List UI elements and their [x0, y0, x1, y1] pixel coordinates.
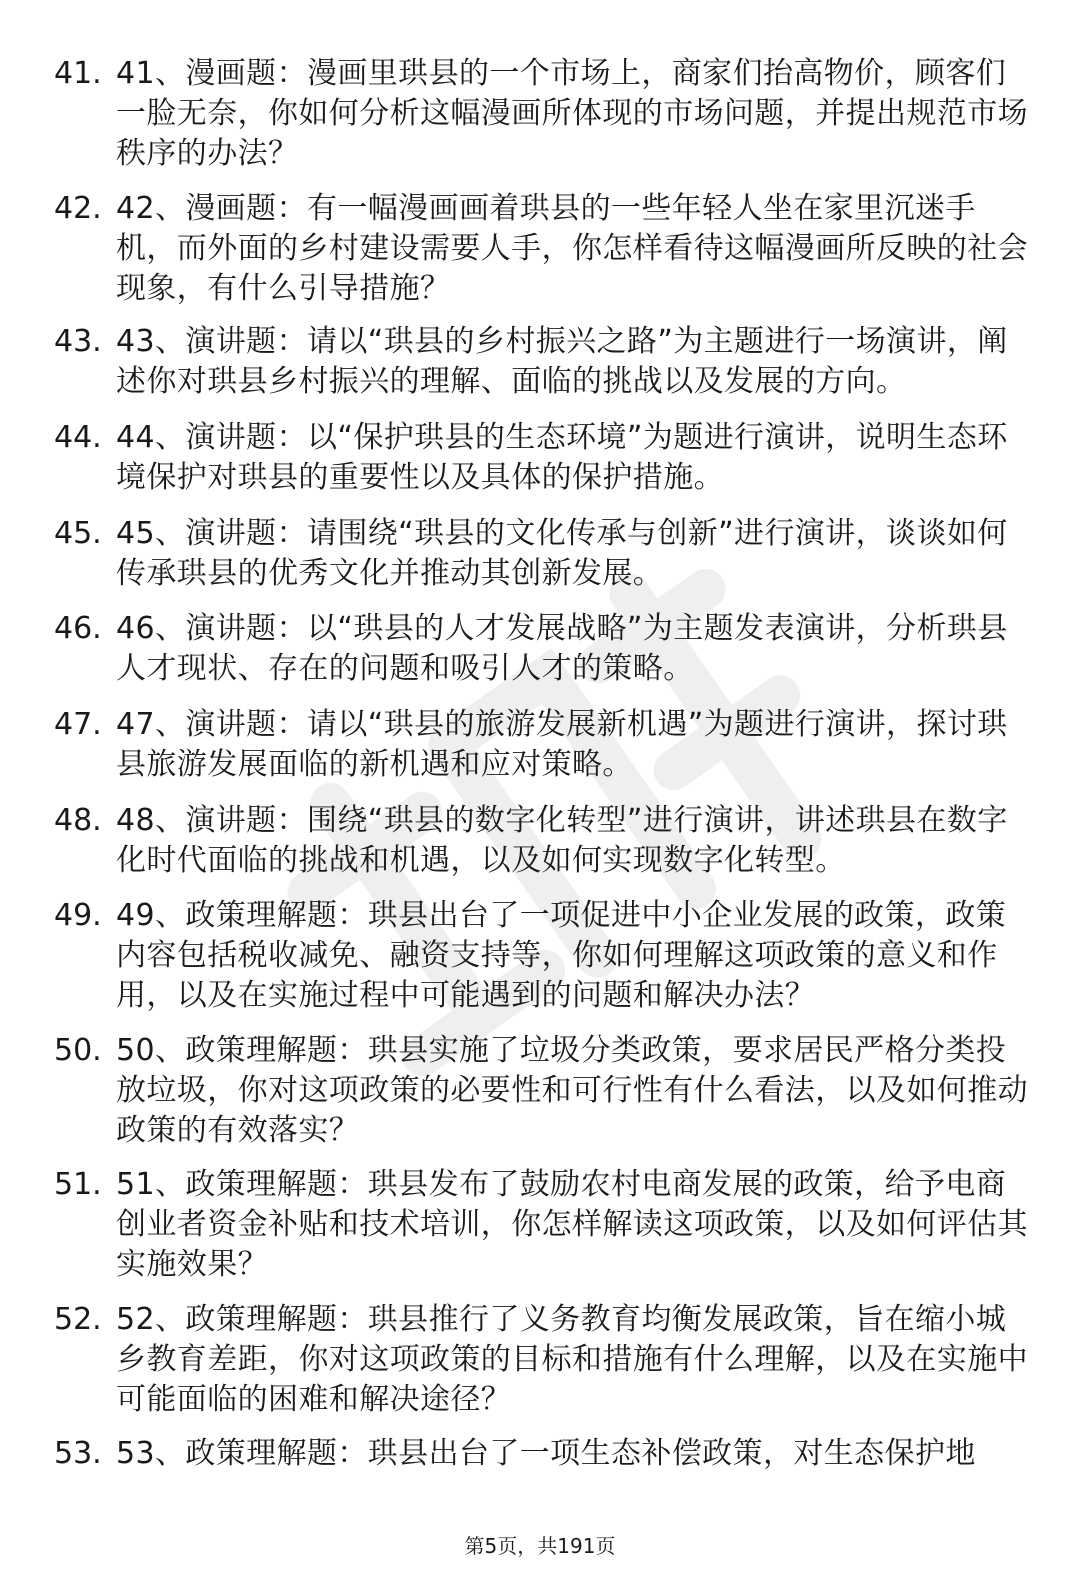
question-number: 47. — [54, 707, 102, 742]
question-number: 53. — [54, 1436, 102, 1471]
question-number: 45. — [54, 516, 102, 551]
question-text: 45、演讲题：请围绕“珙县的文化传承与创新”进行演讲，谈谈如何传承珙县的优秀文化并推动其创新发展。 — [116, 516, 1008, 591]
question-text: 42、漫画题：有一幅漫画画着珙县的一些年轻人坐在家里沉迷手机，而外面的乡村建设需要人手，你怎样看待这幅漫画所反映的社会现象，有什么引导措施？ — [116, 191, 1028, 306]
question-number: 51. — [54, 1167, 102, 1202]
question-text: 41、漫画题：漫画里珙县的一个市场上，商家们抬高物价，顾客们一脸无奈，你如何分析这幅漫画所体现的市场问题，并提出规范市场秩序的办法？ — [116, 56, 1028, 171]
question-number: 43. — [54, 324, 102, 359]
question-number: 52. — [54, 1302, 102, 1337]
question-text: 48、演讲题：围绕“珙县的数字化转型”进行演讲，讲述珙县在数字化时代面临的挑战和机遇，以及如何实现数字化转型。 — [116, 803, 1008, 878]
question-text: 51、政策理解题：珙县发布了鼓励农村电商发展的政策，给予电商创业者资金补贴和技术培训，你怎样解读这项政策，以及如何评估其实施效果？ — [116, 1167, 1028, 1282]
question-number: 44. — [54, 420, 102, 455]
question-text: 52、政策理解题：珙县推行了义务教育均衡发展政策，旨在缩小城乡教育差距，你对这项政策的目标和措施有什么理解，以及在实施中可能面临的困难和解决途径？ — [116, 1302, 1028, 1417]
question-text: 44、演讲题：以“保护珙县的生态环境”为题进行演讲，说明生态环境保护对珙县的重要性以及具体的保护措施。 — [116, 420, 1008, 495]
question-text: 43、演讲题：请以“珙县的乡村振兴之路”为主题进行一场演讲，阐述你对珙县乡村振兴的理解、面临的挑战以及发展的方向。 — [116, 324, 1008, 399]
question-number: 46. — [54, 611, 102, 646]
question-text: 50、政策理解题：珙县实施了垃圾分类政策，要求居民严格分类投放垃圾，你对这项政策的必要性和可行性有什么看法，以及如何推动政策的有效落实？ — [116, 1033, 1028, 1148]
question-number: 48. — [54, 803, 102, 838]
question-number: 42. — [54, 191, 102, 226]
question-text: 46、演讲题：以“珙县的人才发展战略”为主题发表演讲，分析珙县人才现状、存在的问题和吸引人才的策略。 — [116, 611, 1008, 686]
question-text: 53、政策理解题：珙县出台了一项生态补偿政策，对生态保护地 — [116, 1436, 976, 1471]
question-text: 47、演讲题：请以“珙县的旅游发展新机遇”为题进行演讲，探讨珙县旅游发展面临的新机遇和应对策略。 — [116, 707, 1008, 782]
question-number: 49. — [54, 898, 102, 933]
question-number: 41. — [54, 56, 102, 91]
page-footer: 第5页，共191页 — [464, 1534, 616, 1558]
question-number: 50. — [54, 1033, 102, 1068]
question-text: 49、政策理解题：珙县出台了一项促进中小企业发展的政策，政策内容包括税收减免、融资支持等，你如何理解这项政策的意义和作用，以及在实施过程中可能遇到的问题和解决办法？ — [116, 898, 1007, 1013]
